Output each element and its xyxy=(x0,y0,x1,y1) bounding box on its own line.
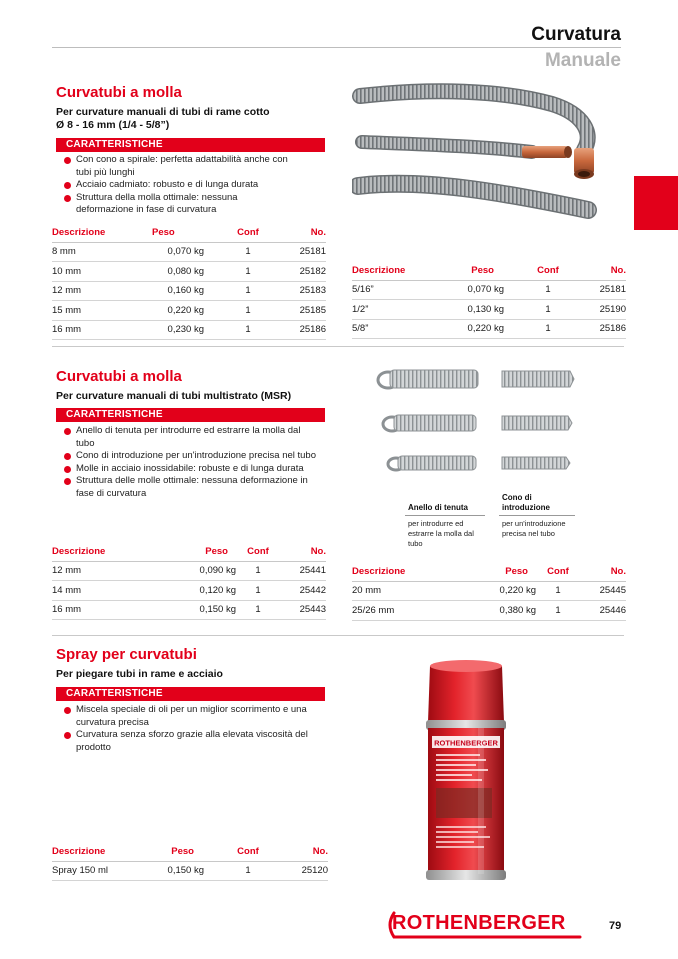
cell-pack: 1 xyxy=(224,861,272,881)
feature-item: Cono di introduzione per un'introduzione precisa nel tubo xyxy=(63,450,319,463)
column-header: Peso xyxy=(172,543,236,561)
feature-item: Con cono a spirale: perfetta adattabilità anche con tubi più lunghi xyxy=(63,154,291,179)
cell-weight: 0,230 kg xyxy=(152,320,224,340)
feature-item: Miscela speciale di oli per un miglior scorrimento e una curvatura precisa xyxy=(63,704,325,729)
cell-description: 16 mm xyxy=(52,320,152,340)
section-subtitle-line: Ø 8 - 16 mm (1/4 - 5/8”) xyxy=(56,119,170,131)
page-number: 79 xyxy=(609,920,622,932)
spray-can-image xyxy=(418,658,514,884)
chapter-tab-marker xyxy=(634,176,678,230)
cell-article-number: 25181 xyxy=(272,242,326,262)
caption-rule xyxy=(405,515,485,516)
caption-heading: Cono di introduzione xyxy=(502,493,550,512)
cell-article-number: 25181 xyxy=(572,280,626,300)
features-list xyxy=(63,154,291,217)
column-header: Descrizione xyxy=(52,543,172,561)
cell-weight: 0,090 kg xyxy=(172,561,236,581)
section-divider xyxy=(52,635,624,636)
cell-article-number: 25186 xyxy=(572,319,626,339)
cell-article-number: 25445 xyxy=(580,581,626,601)
column-header: No. xyxy=(272,224,326,242)
cell-pack: 1 xyxy=(224,262,272,282)
table-row xyxy=(52,320,326,340)
column-header: No. xyxy=(580,563,626,581)
cell-article-number: 25441 xyxy=(280,561,326,581)
caption-rule xyxy=(499,515,575,516)
table-row xyxy=(52,262,326,282)
column-header: Descrizione xyxy=(352,563,472,581)
product-table xyxy=(52,224,326,340)
cell-description: 5/8” xyxy=(352,319,452,339)
cell-weight: 0,150 kg xyxy=(172,600,236,620)
cell-weight: 0,070 kg xyxy=(452,280,524,300)
cell-article-number: 25443 xyxy=(280,600,326,620)
caption-heading: Anello di tenuta xyxy=(408,503,468,512)
column-header: Peso xyxy=(152,843,224,861)
cell-weight: 0,070 kg xyxy=(152,242,224,262)
product-table xyxy=(52,843,328,881)
table-row xyxy=(52,301,326,321)
spring-bender-msr-image xyxy=(372,366,582,478)
features-label-bar: CARATTERISTICHE xyxy=(56,408,325,422)
table-header-row xyxy=(52,543,326,561)
cell-description: 1/2” xyxy=(352,300,452,320)
chapter-number: 3 xyxy=(642,194,650,210)
feature-item: Struttura delle molle ottimale: nessuna deformazione in fase di curvatura xyxy=(63,475,319,500)
table-row xyxy=(352,319,626,339)
section-title: Spray per curvatubi xyxy=(56,646,197,663)
column-header: No. xyxy=(280,543,326,561)
feature-item: Acciaio cadmiato: robusto e di lunga durata xyxy=(63,179,291,192)
header-divider xyxy=(52,47,621,48)
column-header: Conf xyxy=(536,563,580,581)
spring-bender-copper-image xyxy=(352,82,600,230)
product-table xyxy=(352,563,626,621)
section-subtitle-line: Per curvature manuali di tubi multistrato (MSR) xyxy=(56,390,292,402)
feature-item: Struttura della molla ottimale: nessuna deformazione in fase di curvatura xyxy=(63,192,291,217)
column-header: Conf xyxy=(224,843,272,861)
cell-article-number: 25120 xyxy=(272,861,328,881)
column-header: Conf xyxy=(224,224,272,242)
feature-item: Anello di tenuta per introdurre ed estrarre la molla dal tubo xyxy=(63,425,319,450)
column-header: Peso xyxy=(152,224,224,242)
cell-description: 12 mm xyxy=(52,281,152,301)
table-row xyxy=(352,300,626,320)
cell-weight: 0,220 kg xyxy=(472,581,536,601)
cell-article-number: 25446 xyxy=(580,601,626,621)
feature-item: Molle in acciaio inossidabile: robuste e di lunga durata xyxy=(63,463,319,476)
cell-weight: 0,220 kg xyxy=(152,301,224,321)
cell-description: 25/26 mm xyxy=(352,601,472,621)
cell-pack: 1 xyxy=(524,280,572,300)
cell-pack: 1 xyxy=(224,281,272,301)
cell-pack: 1 xyxy=(536,581,580,601)
table-row xyxy=(52,581,326,601)
column-header: Descrizione xyxy=(52,224,152,242)
brand-logo: ROTHENBERGER xyxy=(392,912,566,934)
table-row xyxy=(52,861,328,881)
cell-weight: 0,130 kg xyxy=(452,300,524,320)
table-row xyxy=(352,280,626,300)
table-row xyxy=(352,601,626,621)
cell-weight: 0,220 kg xyxy=(452,319,524,339)
chapter-subtitle: Manuale xyxy=(544,50,621,71)
cell-description: 5/16” xyxy=(352,280,452,300)
cell-pack: 1 xyxy=(236,561,280,581)
cell-article-number: 25186 xyxy=(272,320,326,340)
cell-pack: 1 xyxy=(224,301,272,321)
cell-weight: 0,380 kg xyxy=(472,601,536,621)
cell-weight: 0,150 kg xyxy=(152,861,224,881)
column-header: Peso xyxy=(452,262,524,280)
cell-pack: 1 xyxy=(236,581,280,601)
table-row xyxy=(52,600,326,620)
features-list xyxy=(63,425,319,500)
column-header: No. xyxy=(572,262,626,280)
product-table xyxy=(352,262,626,339)
table-header-row xyxy=(352,563,626,581)
table-row xyxy=(352,581,626,601)
cell-pack: 1 xyxy=(524,319,572,339)
cell-pack: 1 xyxy=(224,320,272,340)
cell-description: 16 mm xyxy=(52,600,172,620)
cell-pack: 1 xyxy=(236,600,280,620)
cell-description: Spray 150 ml xyxy=(52,861,152,881)
cell-weight: 0,080 kg xyxy=(152,262,224,282)
features-label-bar: CARATTERISTICHE xyxy=(56,687,325,701)
section-subtitle-line: Per piegare tubi in rame e acciaio xyxy=(56,668,223,680)
features-label-bar: CARATTERISTICHE xyxy=(56,138,325,152)
cell-article-number: 25442 xyxy=(280,581,326,601)
section-title: Curvatubi a molla xyxy=(56,368,182,385)
table-row xyxy=(52,561,326,581)
cell-description: 14 mm xyxy=(52,581,172,601)
column-header: No. xyxy=(272,843,328,861)
section-divider xyxy=(52,346,624,347)
caption-text: per introdurre ed estrarre la molla dal tubo xyxy=(408,519,474,548)
caption-text: per un'introduzione precisa nel tubo xyxy=(502,519,566,538)
cell-description: 8 mm xyxy=(52,242,152,262)
cell-article-number: 25190 xyxy=(572,300,626,320)
column-header: Descrizione xyxy=(52,843,152,861)
cell-description: 15 mm xyxy=(52,301,152,321)
cell-pack: 1 xyxy=(536,601,580,621)
product-table xyxy=(52,543,326,620)
table-row xyxy=(52,281,326,301)
cell-article-number: 25182 xyxy=(272,262,326,282)
cell-article-number: 25185 xyxy=(272,301,326,321)
cell-article-number: 25183 xyxy=(272,281,326,301)
cell-description: 20 mm xyxy=(352,581,472,601)
features-list xyxy=(63,704,325,754)
cell-weight: 0,120 kg xyxy=(172,581,236,601)
cell-pack: 1 xyxy=(224,242,272,262)
section-title: Curvatubi a molla xyxy=(56,84,182,101)
table-header-row xyxy=(52,843,328,861)
chapter-title: Curvatura xyxy=(531,24,621,45)
table-header-row xyxy=(52,224,326,242)
cell-description: 12 mm xyxy=(52,561,172,581)
can-brand-label: ROTHENBERGER xyxy=(434,738,498,748)
feature-item: Curvatura senza sforzo grazie alla elevata viscosità del prodotto xyxy=(63,729,325,754)
cell-weight: 0,160 kg xyxy=(152,281,224,301)
section-subtitle-line: Per curvature manuali di tubi di rame cotto xyxy=(56,106,270,118)
table-header-row xyxy=(352,262,626,280)
table-row xyxy=(52,242,326,262)
column-header: Peso xyxy=(472,563,536,581)
column-header: Conf xyxy=(236,543,280,561)
column-header: Descrizione xyxy=(352,262,452,280)
cell-pack: 1 xyxy=(524,300,572,320)
cell-description: 10 mm xyxy=(52,262,152,282)
column-header: Conf xyxy=(524,262,572,280)
